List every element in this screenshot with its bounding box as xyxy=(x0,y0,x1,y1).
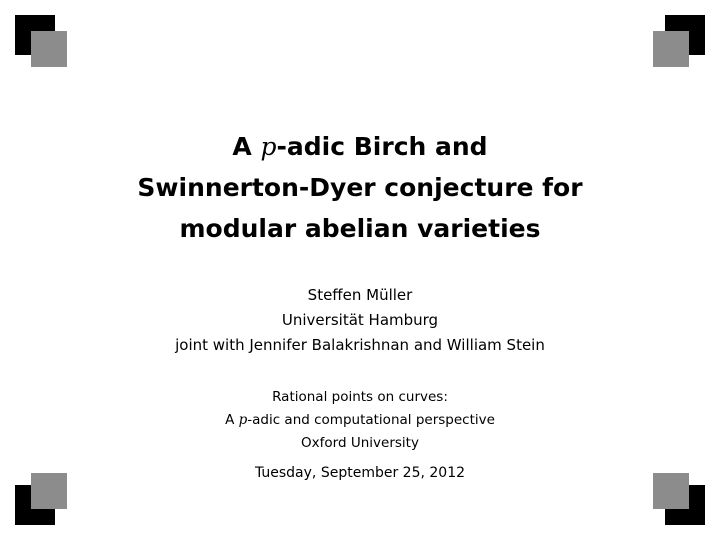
title-math-p: p xyxy=(260,132,277,161)
title-line-1 xyxy=(0,126,720,167)
title-line-1-suffix: -adic Birch and xyxy=(276,132,488,161)
corner-decoration-top-right xyxy=(649,15,705,71)
corner-gray-square xyxy=(653,31,689,67)
venue-block xyxy=(0,386,720,455)
author-block xyxy=(0,283,720,358)
venue-math-p: p xyxy=(238,412,248,428)
venue-line-2-prefix: A xyxy=(225,412,239,428)
title-line-3: modular abelian varieties xyxy=(179,214,541,243)
venue-line-1: Rational points on curves: xyxy=(272,389,448,405)
title-line-2: Swinnerton-Dyer conjecture for xyxy=(137,173,583,202)
venue-line-2-suffix: -adic and computational perspective xyxy=(247,412,495,428)
coauthors: joint with Jennifer Balakrishnan and William Stein xyxy=(175,336,545,354)
author-name: Steffen Müller xyxy=(307,286,413,304)
corner-decoration-top-left xyxy=(15,15,71,71)
venue-line-2 xyxy=(0,409,720,432)
author-affiliation: Universität Hamburg xyxy=(281,311,439,329)
presentation-date: Tuesday, September 25, 2012 xyxy=(254,465,466,481)
venue-location: Oxford University xyxy=(301,435,419,451)
slide-title xyxy=(0,126,720,249)
title-line-1-prefix: A xyxy=(232,132,261,161)
corner-gray-square xyxy=(31,31,67,67)
